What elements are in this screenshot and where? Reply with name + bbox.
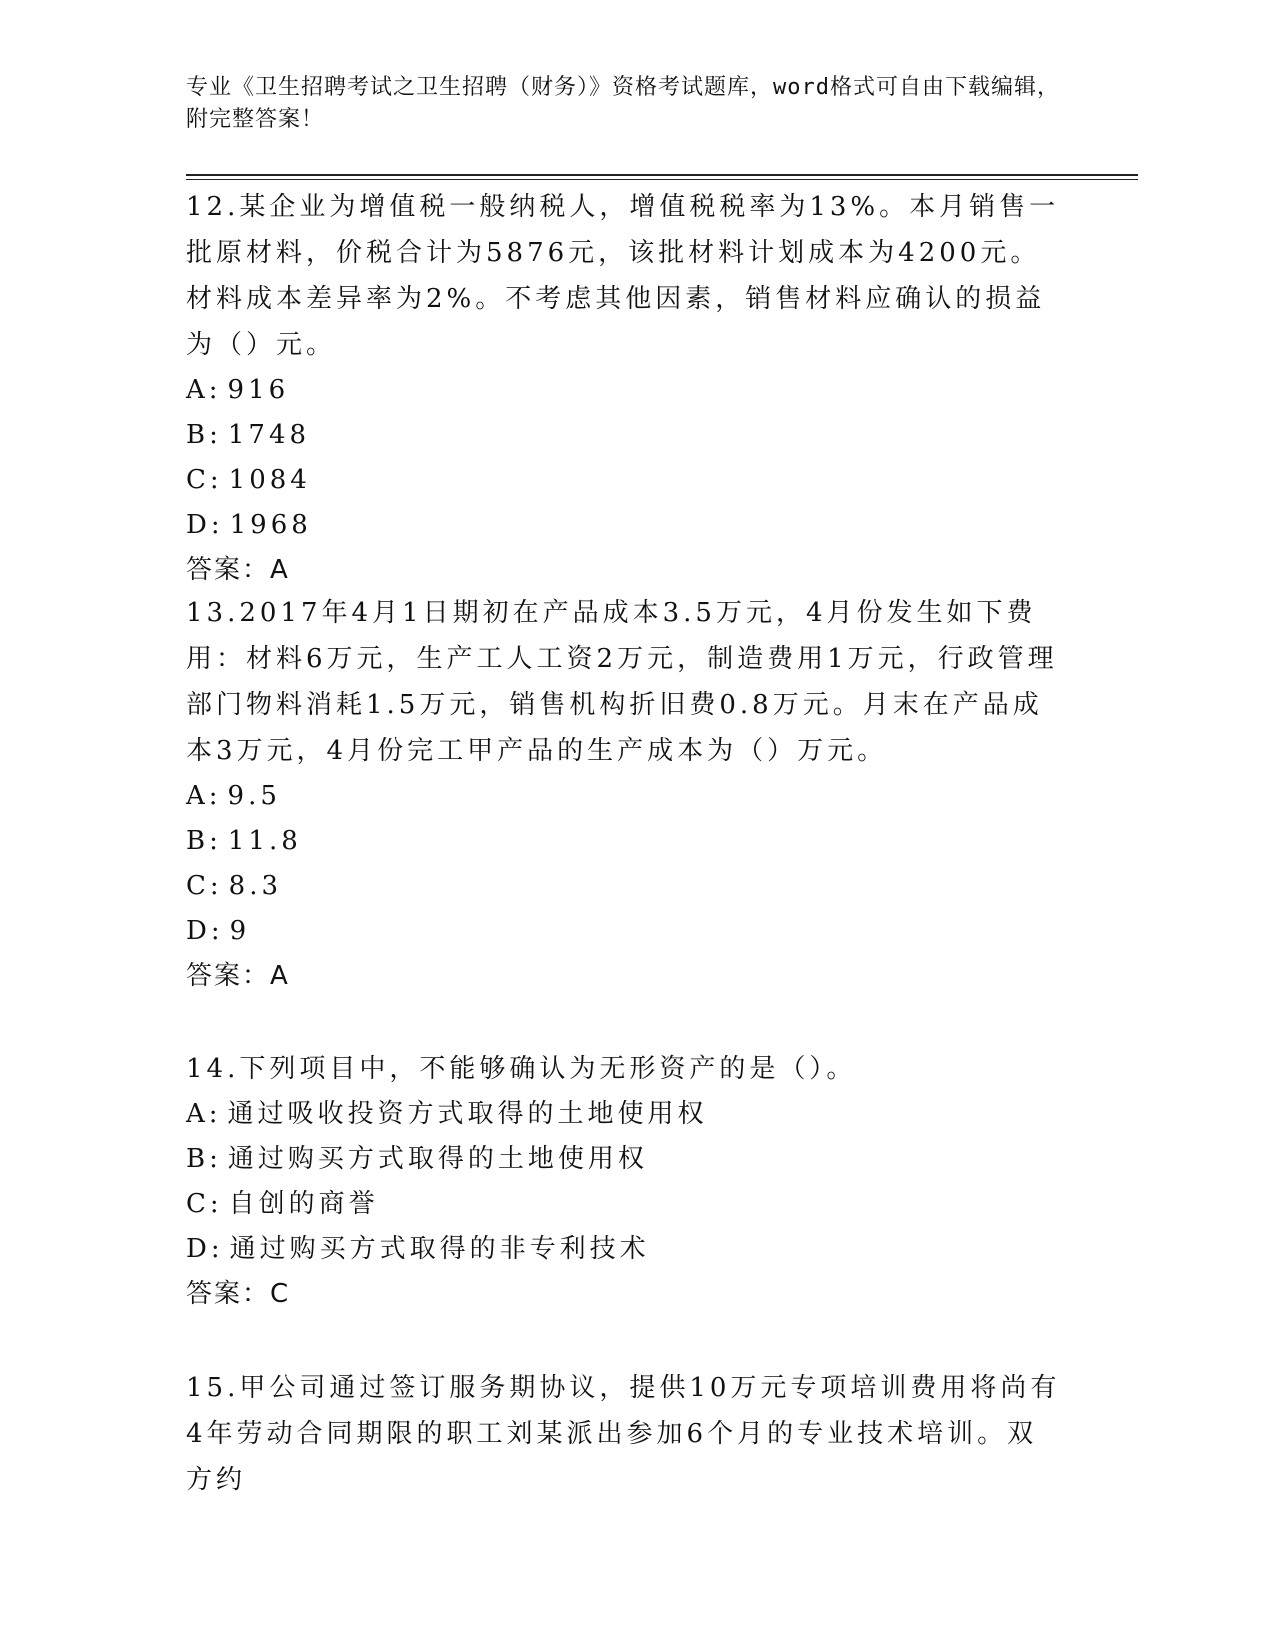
- option-letter: C:: [186, 871, 223, 901]
- answer-line: 答案：A: [186, 555, 290, 585]
- option-letter: B:: [186, 420, 222, 450]
- option-text: 通过购买方式取得的土地使用权: [227, 1144, 648, 1174]
- document-header: 专业《卫生招聘考试之卫生招聘（财务）》资格考试题库，word格式可自由下载编辑，附完整答案！: [186, 75, 1060, 132]
- question-block: [186, 184, 1066, 593]
- option-c: [186, 864, 1066, 909]
- option-d: [186, 1227, 1066, 1272]
- option-letter: D:: [186, 916, 224, 946]
- answer-line: 答案：A: [186, 961, 290, 991]
- option-c: [186, 458, 1066, 503]
- option-text: 916: [227, 375, 290, 405]
- option-letter: A:: [186, 375, 222, 405]
- option-text: 9.5: [227, 781, 281, 811]
- option-letter: D:: [186, 1234, 224, 1264]
- option-c: [186, 1182, 1066, 1227]
- option-letter: B:: [186, 826, 222, 856]
- answer-line: 答案：C: [186, 1279, 291, 1309]
- question-block: [186, 1365, 1066, 1503]
- option-a: [186, 1092, 1066, 1137]
- question-stem: 14.下列项目中，不能够确认为无形资产的是（）。: [186, 1054, 857, 1084]
- option-a: [186, 774, 1066, 819]
- option-text: 1084: [228, 465, 311, 495]
- option-letter: C:: [186, 465, 223, 495]
- option-b: [186, 1137, 1066, 1182]
- option-a: [186, 368, 1066, 413]
- option-text: 1748: [227, 420, 311, 450]
- option-letter: A:: [186, 781, 222, 811]
- question-stem: 13.2017年4月1日期初在产品成本3.5万元，4月份发生如下费用：材料6万元，生产工人工资2万元，制造费用1万元，行政管理部门物料消耗1.5万元，销售机构折旧费0.8万元。月末在产品成本3万元，4月份完工甲产品的生产成本为（）万元。: [186, 598, 1058, 766]
- option-b: [186, 819, 1066, 864]
- question-stem: 15.甲公司通过签订服务期协议，提供10万元专项培训费用将尚有4年劳动合同期限的职工刘某派出参加6个月的专业技术培训。双方约: [186, 1373, 1061, 1495]
- option-text: 9: [229, 916, 251, 946]
- header-divider: [186, 174, 1138, 180]
- question-block: [186, 1046, 1066, 1317]
- option-b: [186, 413, 1066, 458]
- option-text: 8.3: [228, 871, 283, 901]
- option-text: 通过购买方式取得的非专利技术: [229, 1234, 650, 1264]
- question-stem: 12.某企业为增值税一般纳税人，增值税税率为13%。本月销售一批原材料，价税合计为5876元，该批材料计划成本为4200元。材料成本差异率为2%。不考虑其他因素，销售材料应确认的损益为（）元。: [186, 192, 1060, 360]
- option-d: [186, 503, 1066, 548]
- option-letter: D:: [186, 510, 224, 540]
- option-d: [186, 909, 1066, 954]
- option-text: 自创的商誉: [228, 1189, 379, 1219]
- question-block: [186, 590, 1066, 999]
- option-text: 通过吸收投资方式取得的土地使用权: [227, 1099, 708, 1129]
- option-text: 11.8: [227, 826, 302, 856]
- option-letter: B:: [186, 1144, 222, 1174]
- option-letter: A:: [186, 1099, 222, 1129]
- option-text: 1968: [229, 510, 312, 540]
- option-letter: C:: [186, 1189, 223, 1219]
